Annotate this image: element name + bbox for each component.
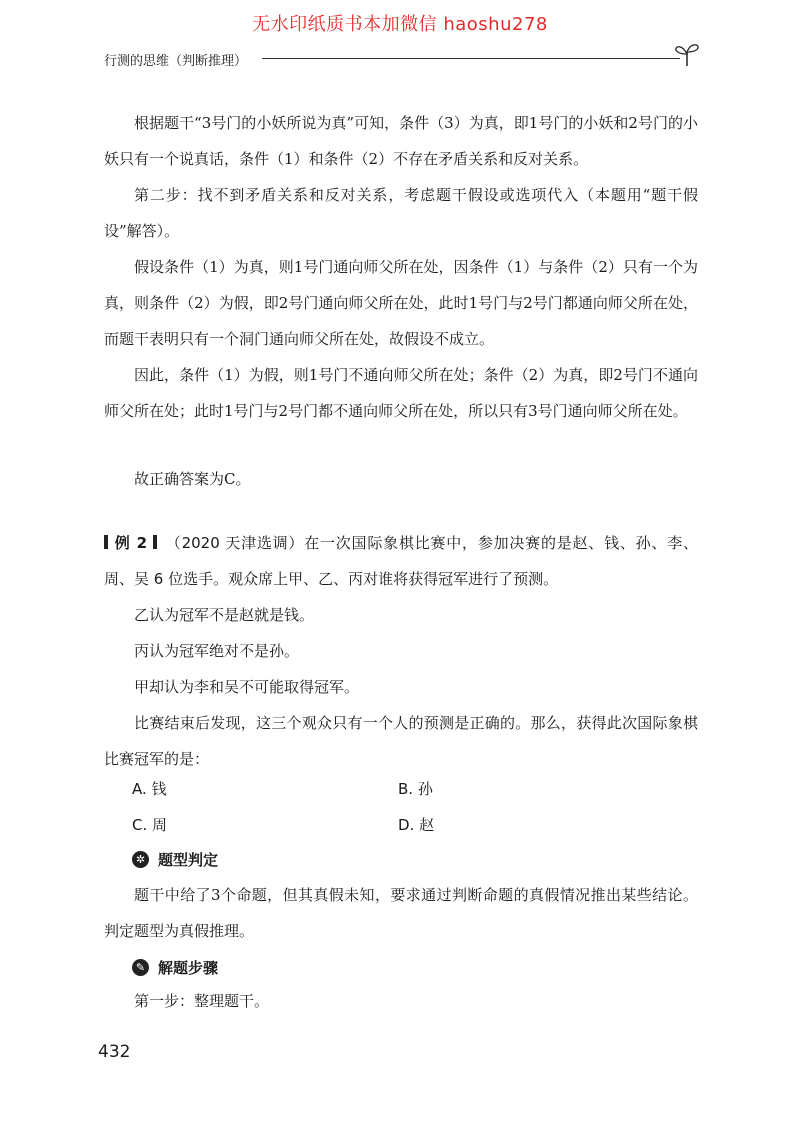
tag-bar-right bbox=[153, 535, 157, 549]
section-steps-title: 解题步骤 bbox=[158, 959, 219, 977]
section-steps-heading bbox=[132, 957, 218, 978]
example-tag bbox=[104, 534, 165, 552]
paragraph-4: 因此，条件（1）为假，则1号门不通向师父所在处；条件（2）为真，即2号门不通向师父所在处；此时1号门与2号门都不通向师父所在处，所以只有3号门通向师父所在处。 bbox=[104, 366, 698, 420]
step-1: 第一步：整理题干。 bbox=[134, 992, 270, 1010]
sprout-icon bbox=[672, 38, 702, 68]
header-rule bbox=[262, 58, 680, 59]
paragraph-5: 故正确答案为C。 bbox=[134, 470, 251, 488]
statement-jia: 甲却认为李和吴不可能取得冠军。 bbox=[134, 678, 360, 696]
example-stem bbox=[104, 525, 698, 597]
option-d: D. 赵 bbox=[398, 816, 435, 834]
option-c: C. 周 bbox=[132, 816, 168, 834]
section-type-title: 题型判定 bbox=[158, 851, 219, 869]
pen-icon: ✎ bbox=[132, 959, 149, 976]
paragraph-2: 第二步：找不到矛盾关系和反对关系，考虑题干假设或选项代入（本题用“题干假设”解答）。 bbox=[104, 186, 698, 240]
option-b: B. 孙 bbox=[398, 780, 433, 798]
statement-yi: 乙认为冠军不是赵就是钱。 bbox=[134, 606, 315, 624]
paragraph-3: 假设条件（1）为真，则1号门通向师父所在处，因条件（1）与条件（2）只有一个为真，则条件（2）为假，即2号门通向师父所在处，此时1号门与2号门都通向师父所在处，而题干表明只有一个洞门通向师父所在处，故假设不成立。 bbox=[104, 258, 698, 348]
option-a: A. 钱 bbox=[132, 780, 167, 798]
type-paragraph: 题干中给了3个命题，但其真假未知，要求通过判断命题的真假情况推出某些结论。判定题型为真假推理。 bbox=[104, 886, 698, 940]
section-type-heading bbox=[132, 849, 218, 870]
statement-bing: 丙认为冠军绝对不是孙。 bbox=[134, 642, 300, 660]
running-header: 行测的思维（判断推理） bbox=[104, 54, 248, 69]
example-text: （2020 天津选调）在一次国际象棋比赛中，参加决赛的是赵、钱、孙、李、周、吴 6 位选手。观众席上甲、乙、丙对谁将获得冠军进行了预测。 bbox=[104, 534, 698, 588]
gear-icon: ✲ bbox=[132, 851, 149, 868]
watermark: 无水印纸质书本加微信 haoshu278 bbox=[252, 14, 548, 35]
question-text: 比赛结束后发现，这三个观众只有一个人的预测是正确的。那么，获得此次国际象棋比赛冠军的是： bbox=[104, 714, 698, 768]
paragraph-1: 根据题干“3号门的小妖所说为真”可知，条件（3）为真，即1号门的小妖和2号门的小妖只有一个说真话，条件（1）和条件（2）不存在矛盾关系和反对关系。 bbox=[104, 114, 698, 168]
page-number: 432 bbox=[98, 1042, 131, 1062]
example-tag-label: 例 2 bbox=[114, 534, 148, 552]
tag-bar-left bbox=[104, 535, 108, 549]
